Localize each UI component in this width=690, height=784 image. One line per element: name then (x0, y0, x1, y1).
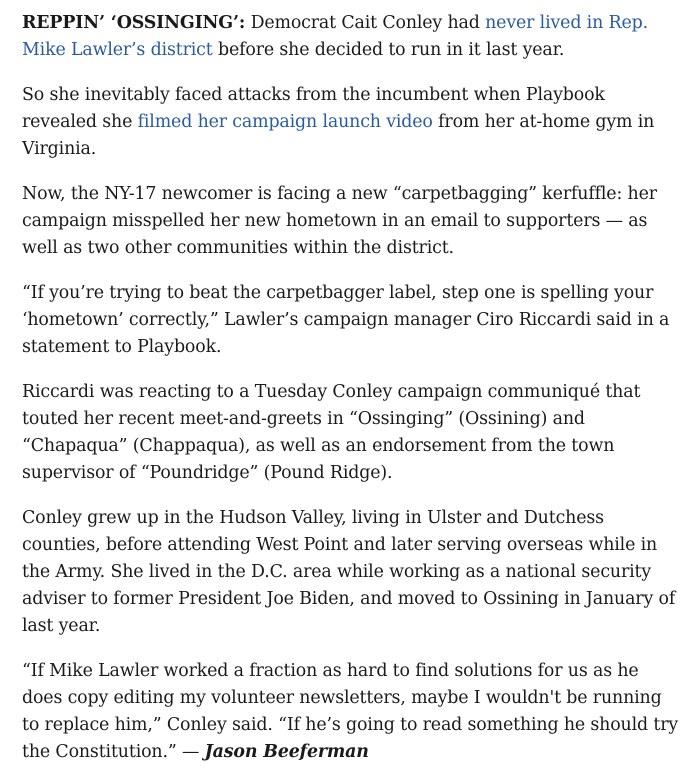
byline: Jason Beeferman (204, 742, 369, 762)
district-link[interactable]: never lived in Rep. Mike Lawler’s district (22, 13, 648, 60)
paragraph-1 (22, 10, 682, 64)
paragraph-7-text: “If Mike Lawler worked a fraction as hard to find solutions for us as he does copy editing my volunteer newsletters, maybe I wouldn't be running to replace him,” Conley said. “If he’s going to read something he should try the Constitution.” — (22, 661, 679, 762)
paragraph-5: Riccardi was reacting to a Tuesday Conley campaign communiqué that touted her recent meet-and-greets in “Ossinging” (Ossining) and “Chapaqua” (Chappaqua), as well as an endorsement from the town supervisor of “Poundridge” (Pound Ridge). (22, 382, 641, 483)
section-lead: REPPIN’ ‘OSSINGING’: (22, 13, 246, 33)
paragraph-7 (22, 658, 682, 766)
article-body (22, 10, 682, 784)
paragraph-3: Now, the NY-17 newcomer is facing a new “carpetbagging” kerfuffle: her campaign misspelled her new hometown in an email to supporters — as well as two other communities within the district. (22, 184, 657, 258)
paragraph-2 (22, 82, 682, 163)
paragraph-1-text-a: Democrat Cait Conley had (245, 13, 486, 33)
paragraph-4: “If you’re trying to beat the carpetbagger label, step one is spelling your ‘hometown’ correctly,” Lawler’s campaign manager Ciro Riccardi said in a statement to Playbook. (22, 283, 670, 357)
paragraph-6: Conley grew up in the Hudson Valley, living in Ulster and Dutchess counties, before attending West Point and later serving overseas while in the Army. She lived in the D.C. area while working as a national security adviser to former President Joe Biden, and moved to Ossining in January of last year. (22, 508, 676, 636)
launch-video-link[interactable]: filmed her campaign launch video (137, 112, 433, 132)
paragraph-2-text-a: So she inevitably faced attacks from the incumbent when Playbook revealed she (22, 85, 605, 132)
paragraph-2-text-b: from her at-home gym in Virginia. (22, 112, 655, 159)
paragraph-1-text-b: before she decided to run in it last year. (212, 40, 565, 60)
